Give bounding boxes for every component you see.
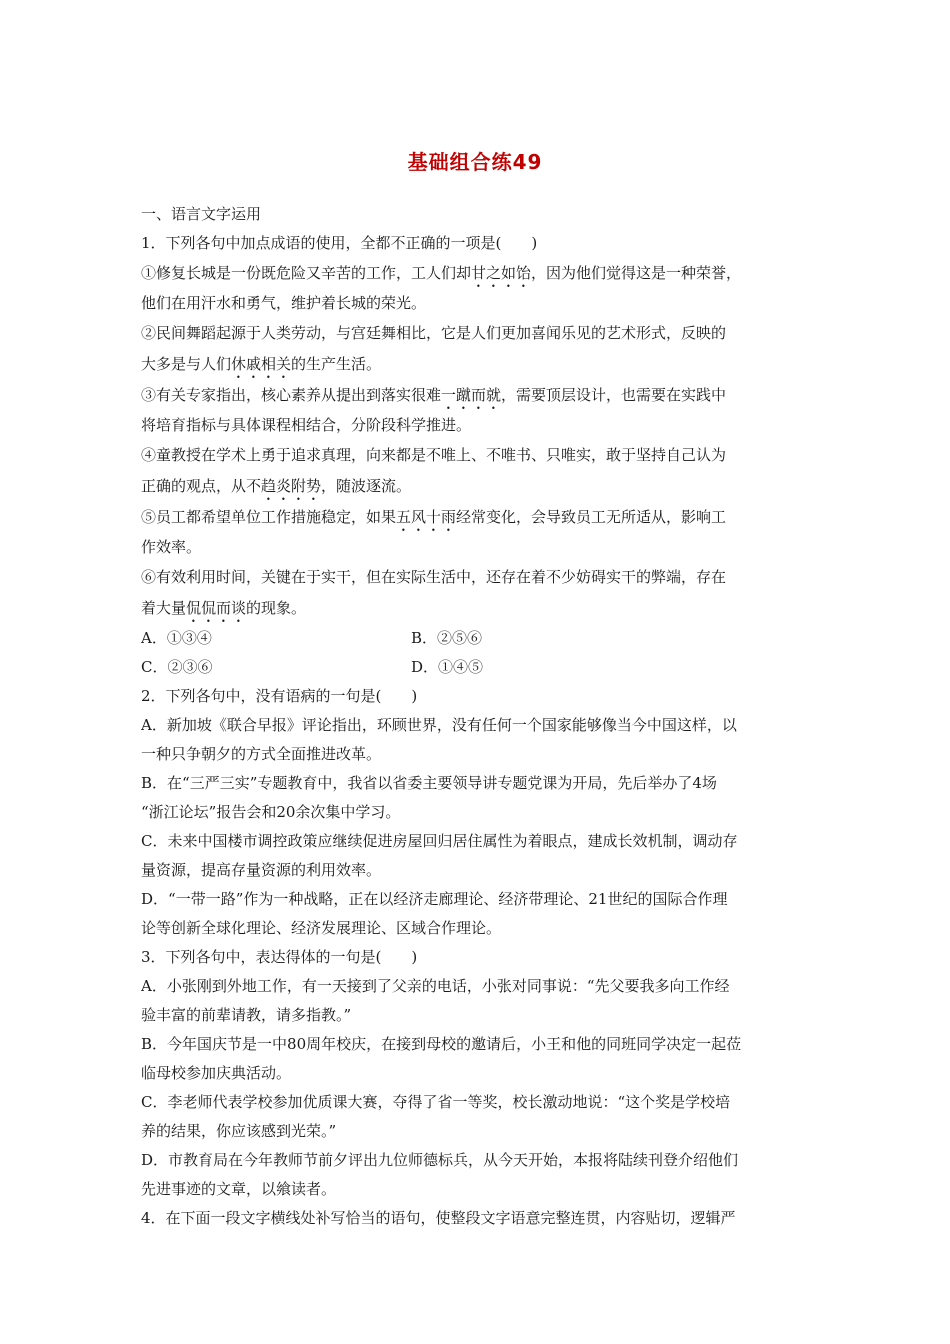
document-body — [141, 200, 813, 1233]
sentence-1-line-1 — [141, 258, 813, 289]
option-d: D．①④⑤ — [411, 658, 484, 676]
text-segment: 的生产生活。 — [291, 355, 382, 373]
dotted-idiom: 侃侃而谈 — [186, 599, 247, 617]
question-2-line: D．“一带一路”作为一种战略，正在以经济走廊理论、经济带理论、21世纪的国际合作理 — [141, 890, 728, 908]
question-2-stem: 2．下列各句中，没有语病的一句是( ) — [141, 687, 418, 705]
question-3-line: 养的结果，你应该感到光荣。” — [141, 1122, 337, 1140]
sentence-4-line-1: ④童教授在学术上勇于追求真理，向来都是不唯上、不唯书、只唯实，敢于坚持自己认为 — [141, 446, 727, 464]
sentence-2-line-2 — [141, 349, 813, 380]
question-3-line: D．市教育局在今年教师节前夕评出九位师德标兵，从今天开始，本报将陆续刊登介绍他们 — [141, 1151, 739, 1169]
text-segment: 正确的观点，从不 — [141, 477, 262, 495]
sentence-6-line-2 — [141, 593, 813, 624]
question-3-line: 先进事迹的文章，以飨读者。 — [141, 1180, 337, 1198]
dotted-idiom: 甘之如饴 — [471, 264, 532, 282]
question-3-line: 临母校参加庆典活动。 — [141, 1064, 292, 1082]
text-segment: ，随波逐流。 — [321, 477, 412, 495]
dotted-idiom: 趋炎附势 — [261, 477, 322, 495]
sentence-5-line-1 — [141, 502, 813, 533]
question-2-line: “浙江论坛”报告会和20余次集中学习。 — [141, 803, 401, 821]
text-segment: ，因为他们觉得这是一种荣誉， — [531, 264, 742, 282]
dotted-idiom: 休戚相关 — [231, 355, 292, 373]
option-c: C．②③⑥ — [141, 658, 213, 676]
dotted-idiom: 五风十雨 — [396, 508, 457, 526]
dotted-idiom: 一蹴而就 — [441, 386, 502, 404]
sentence-1-line-2: 他们在用汗水和勇气，维护着长城的荣光。 — [141, 294, 427, 312]
question-3-line: A．小张刚到外地工作，有一天接到了父亲的电话，小张对同事说：“先父要我多向工作经 — [141, 977, 730, 995]
question-3-line: C．李老师代表学校参加优质课大赛，夺得了省一等奖，校长激动地说：“这个奖是学校培 — [141, 1093, 731, 1111]
section-heading: 一、语言文字运用 — [141, 205, 262, 223]
text-segment: 大多是与人们 — [141, 355, 232, 373]
sentence-3-line-2: 将培育指标与具体课程相结合，分阶段科学推进。 — [141, 416, 472, 434]
option-a: A．①③④ — [141, 629, 212, 647]
page-title: 基础组合练49 — [407, 150, 543, 174]
question-1-options-row-1 — [141, 624, 813, 653]
text-segment: ①修复长城是一份既危险又辛苦的工作，工人们却 — [141, 264, 472, 282]
sentence-3-line-1 — [141, 380, 813, 411]
sentence-4-line-2 — [141, 471, 813, 502]
question-2-line: B．在“三严三实”专题教育中，我省以省委主要领导讲专题党课为开局，先后举办了4场 — [141, 774, 717, 792]
question-2-line: A．新加坡《联合早报》评论指出，环顾世界，没有任何一个国家能够像当今中国这样，以 — [141, 716, 737, 734]
text-segment: ⑤员工都希望单位工作措施稳定，如果 — [141, 508, 397, 526]
question-2-line: C．未来中国楼市调控政策应继续促进房屋回归居住属性为着眼点，建成长效机制，调动存 — [141, 832, 738, 850]
question-2-line: 一种只争朝夕的方式全面推进改革。 — [141, 745, 382, 763]
question-2-line: 论等创新全球化理论、经济发展理论、区域合作理论。 — [141, 919, 502, 937]
question-4-stem: 4．在下面一段文字横线处补写恰当的语句，使整段文字语意完整连贯，内容贴切，逻辑严 — [141, 1209, 736, 1227]
question-1-stem: 1．下列各句中加点成语的使用，全都不正确的一项是( ) — [141, 234, 538, 252]
text-segment: 的现象。 — [246, 599, 307, 617]
text-segment: ③有关专家指出，核心素养从提出到落实很难 — [141, 386, 442, 404]
text-segment: 经常变化，会导致员工无所适从，影响工 — [456, 508, 727, 526]
sentence-6-line-1: ⑥有效利用时间，关键在于实干，但在实际生活中，还存在着不少妨碍实干的弊端，存在 — [141, 568, 727, 586]
text-segment: ，需要顶层设计，也需要在实践中 — [501, 386, 727, 404]
question-3-line: B．今年国庆节是一中80周年校庆，在接到母校的邀请后，小王和他的同班同学决定一起莅 — [141, 1035, 742, 1053]
sentence-2-line-1: ②民间舞蹈起源于人类劳动，与宫廷舞相比，它是人们更加喜闻乐见的艺术形式，反映的 — [141, 324, 727, 342]
option-b: B．②⑤⑥ — [411, 629, 483, 647]
question-2-line: 量资源，提高存量资源的利用效率。 — [141, 861, 382, 879]
question-1-options-row-2 — [141, 653, 813, 682]
question-3-line: 验丰富的前辈请教，请多指教。” — [141, 1006, 352, 1024]
sentence-5-line-2: 作效率。 — [141, 538, 202, 556]
question-3-stem: 3．下列各句中，表达得体的一句是( ) — [141, 948, 418, 966]
text-segment: 着大量 — [141, 599, 187, 617]
